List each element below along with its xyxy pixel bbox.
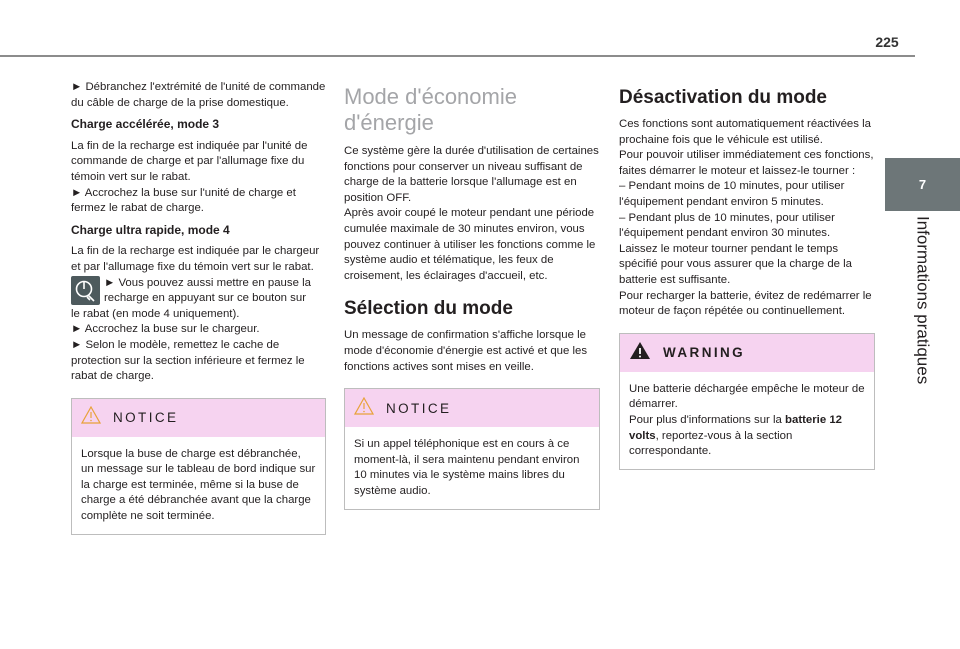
header-rule [0, 55, 915, 57]
pause-instruction [71, 276, 326, 307]
warning-text-reference [629, 413, 865, 460]
paragraph: ► Selon le modèle, remettez le cache de protection sur la section inférieure et fermez le rabat de charge. [71, 338, 305, 383]
paragraph: Ces fonctions sont automatiquement réactivées la prochaine fois que le véhicule est utilisé. [619, 118, 871, 146]
warning-text-part: , reportez-vous à la section correspondante. [629, 429, 793, 458]
warning-triangle-outline-icon [354, 397, 374, 420]
heading-mode-selection: Sélection du mode [344, 298, 513, 320]
paragraph: Laissez le moteur tourner pendant le temps spécifié pour vous assurer que la charge de la batterie est suffisante. [619, 242, 853, 286]
chapter-title: Informations pratiques [913, 216, 933, 385]
chapter-number: 7 [918, 177, 927, 192]
paragraph: La fin de la recharge est indiquée par l'unité de commande de charge et par l'allumage fixe du témoin vert sur le rabat. [71, 139, 308, 183]
warning-text: Une batterie déchargée empêche le moteur de démarrer. [629, 382, 865, 411]
column-2 [344, 80, 600, 510]
notice-header [345, 389, 599, 427]
warning-triangle-outline-icon [81, 406, 101, 429]
notice-box [71, 398, 326, 535]
warning-triangle-icon [629, 341, 651, 365]
paragraph: Ce système gère la durée d'utilisation de certaines fonctions pour conserver un niveau suffisant de charge de la batterie lorsque l'allumage est en position OFF. [344, 145, 599, 204]
notice-text: Si un appel téléphonique est en cours à ce moment-là, il sera maintenu pendant environ 10 minutes via le système mains libres du système audio. [354, 438, 580, 497]
subheading-mode3: Charge accélérée, mode 3 [71, 117, 220, 132]
warning-header [620, 334, 874, 372]
paragraph: ► Débranchez l'extrémité de l'unité de commande du câble de charge de la prise domestique. [71, 81, 326, 109]
column-1 [71, 80, 326, 535]
paragraph: Pour pouvoir utiliser immédiatement ces fonctions, faites démarrer le moteur et laissez-le tourner : [619, 149, 874, 177]
notice-box [344, 388, 600, 509]
pause-charge-button-icon [71, 276, 100, 305]
page-number: 225 [875, 34, 899, 50]
paragraph: le rabat (en mode 4 uniquement). [71, 307, 240, 320]
heading-energy-saving: Mode d'économie d'énergie [344, 84, 517, 135]
paragraph: ► Accrochez la buse sur l'unité de charge et fermez le rabat de charge. [71, 186, 296, 215]
warning-text-part: Pour plus d'informations sur la [629, 413, 786, 426]
paragraph: – Pendant moins de 10 minutes, pour utiliser l'équipement pendant environ 5 minutes. [619, 180, 845, 208]
warning-box [619, 333, 875, 470]
paragraph: – Pendant plus de 10 minutes, pour utiliser l'équipement pendant environ 30 minutes. [619, 211, 835, 240]
paragraph: Un message de confirmation s'affiche lorsque le mode d'économie d'énergie est activé et que les fonctions actives sont mises en veille. [344, 329, 588, 373]
notice-text: Lorsque la buse de charge est débranchée, un message sur le tableau de bord indique sur la charge est terminée, même si la buse de charge a été débranchée avant que la charge complète ne soit terminée. [81, 447, 316, 523]
notice-header [72, 399, 325, 437]
chapter-tab [885, 158, 960, 211]
notice-title: NOTICE [386, 400, 452, 416]
chapter-label [885, 216, 960, 385]
heading-deactivation: Désactivation du mode [619, 87, 827, 108]
subheading-mode4: Charge ultra rapide, mode 4 [71, 222, 230, 237]
column-3 [619, 80, 875, 470]
paragraph: ► Vous pouvez aussi mettre en pause la recharge en appuyant sur ce bouton sur [104, 276, 311, 305]
paragraph: La fin de la recharge est indiquée par le chargeur et par l'allumage fixe du témoin vert sur le rabat. [71, 245, 320, 273]
notice-title: NOTICE [113, 410, 179, 426]
paragraph: Après avoir coupé le moteur pendant une période cumulée maximale de 30 minutes environ, vous pouvez continuer à utiliser les fonctions comme le système audio et télématique, les feux de croisement, les éclairages d'accueil, etc. [344, 207, 596, 282]
warning-title: WARNING [663, 345, 746, 361]
warning-text-bold: batterie 12 volts [629, 413, 843, 442]
paragraph: Pour recharger la batterie, évitez de redémarrer le moteur de façon répétée ou continuellement. [619, 289, 872, 318]
paragraph: ► Accrochez la buse sur le chargeur. [71, 323, 260, 336]
